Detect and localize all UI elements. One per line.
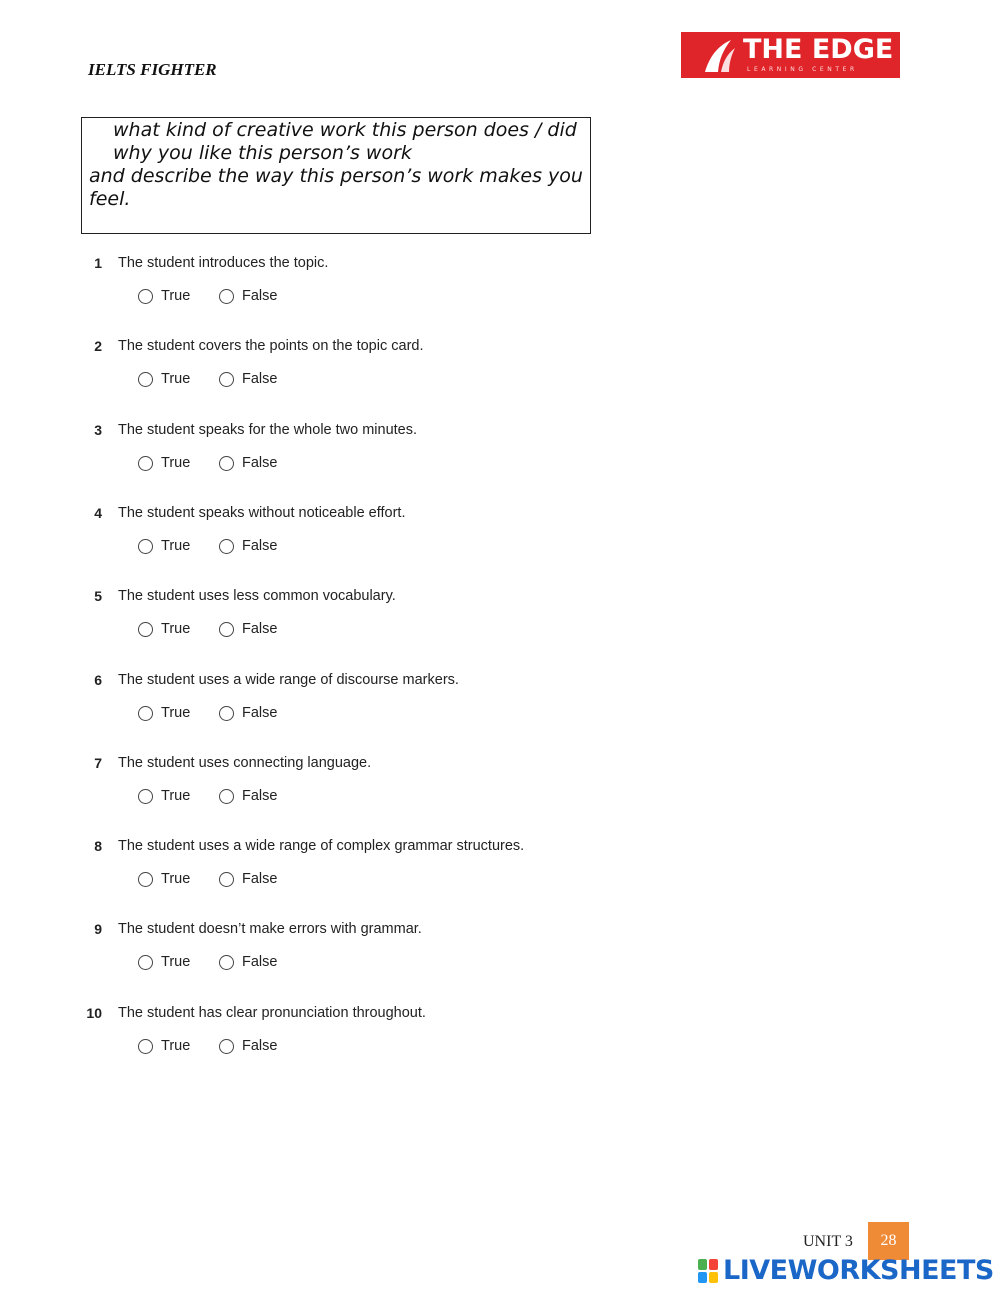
question-text: The student has clear pronunciation throughout. — [118, 1005, 426, 1021]
true-radio[interactable] — [138, 456, 153, 471]
true-radio[interactable] — [138, 1039, 153, 1054]
false-option[interactable] — [219, 788, 277, 804]
true-radio[interactable] — [138, 872, 153, 887]
false-option[interactable] — [219, 705, 277, 721]
question-text: The student introduces the topic. — [118, 255, 329, 271]
true-label: True — [161, 705, 191, 721]
true-label: True — [161, 788, 191, 804]
question-item — [84, 505, 644, 575]
true-option[interactable] — [138, 455, 190, 471]
sail-logo-icon — [701, 38, 741, 74]
question-item — [84, 1005, 644, 1075]
question-item — [84, 255, 644, 325]
question-text: The student speaks for the whole two minutes. — [118, 422, 418, 438]
true-radio[interactable] — [138, 539, 153, 554]
logo-sub-text: LEARNING CENTER — [747, 66, 858, 73]
question-item — [84, 755, 644, 825]
true-option[interactable] — [138, 788, 190, 804]
false-option[interactable] — [219, 954, 277, 970]
true-label: True — [161, 455, 191, 471]
false-label: False — [242, 621, 278, 637]
question-number: 7 — [94, 755, 102, 771]
true-option[interactable] — [138, 538, 190, 554]
false-radio[interactable] — [219, 789, 234, 804]
question-number: 3 — [94, 422, 102, 438]
question-item — [84, 921, 644, 991]
false-label: False — [242, 788, 278, 804]
false-radio[interactable] — [219, 372, 234, 387]
true-option[interactable] — [138, 1038, 190, 1054]
false-label: False — [242, 371, 278, 387]
false-option[interactable] — [219, 371, 277, 387]
false-radio[interactable] — [219, 1039, 234, 1054]
topic-line: and describe the way this person’s work makes you feel. — [89, 165, 583, 210]
false-label: False — [242, 538, 278, 554]
true-option[interactable] — [138, 871, 190, 887]
question-number: 10 — [86, 1005, 102, 1021]
true-option[interactable] — [138, 621, 190, 637]
question-number: 4 — [94, 505, 102, 521]
true-radio[interactable] — [138, 789, 153, 804]
true-label: True — [161, 288, 191, 304]
true-label: True — [161, 1038, 191, 1054]
question-text: The student speaks without noticeable effort. — [118, 505, 406, 521]
question-text: The student uses a wide range of discourse markers. — [118, 672, 459, 688]
question-item — [84, 672, 644, 742]
true-label: True — [161, 371, 191, 387]
true-radio[interactable] — [138, 372, 153, 387]
header-title: IELTS FIGHTER — [88, 60, 217, 79]
false-radio[interactable] — [219, 456, 234, 471]
true-radio[interactable] — [138, 955, 153, 970]
true-radio[interactable] — [138, 706, 153, 721]
question-item — [84, 338, 644, 408]
question-item — [84, 838, 644, 908]
true-label: True — [161, 954, 191, 970]
false-radio[interactable] — [219, 539, 234, 554]
topic-card — [81, 117, 591, 234]
false-radio[interactable] — [219, 872, 234, 887]
logo-brand-text: THE EDGE — [743, 34, 894, 65]
question-number: 8 — [94, 838, 102, 854]
question-text: The student uses connecting language. — [118, 755, 372, 771]
false-label: False — [242, 871, 278, 887]
false-label: False — [242, 705, 278, 721]
false-option[interactable] — [219, 455, 277, 471]
false-option[interactable] — [219, 1038, 277, 1054]
topic-line: why you like this person’s work — [113, 142, 412, 164]
liveworksheets-logo — [697, 1255, 994, 1286]
liveworksheets-icon — [697, 1258, 719, 1284]
false-option[interactable] — [219, 288, 277, 304]
question-number: 6 — [94, 672, 102, 688]
true-option[interactable] — [138, 705, 190, 721]
question-number: 1 — [94, 255, 102, 271]
true-label: True — [161, 871, 191, 887]
question-text: The student uses a wide range of complex grammar structures. — [118, 838, 525, 854]
topic-line: what kind of creative work this person does / did — [113, 119, 577, 141]
question-text: The student doesn’t make errors with grammar. — [118, 921, 422, 937]
unit-label: UNIT 3 — [803, 1233, 853, 1250]
false-radio[interactable] — [219, 706, 234, 721]
false-option[interactable] — [219, 621, 277, 637]
false-label: False — [242, 954, 278, 970]
false-radio[interactable] — [219, 955, 234, 970]
true-label: True — [161, 538, 191, 554]
page-number: 28 — [868, 1222, 909, 1260]
question-number: 2 — [94, 338, 102, 354]
question-text: The student covers the points on the topic card. — [118, 338, 424, 354]
question-number: 5 — [94, 588, 102, 604]
question-text: The student uses less common vocabulary. — [118, 588, 396, 604]
false-option[interactable] — [219, 871, 277, 887]
question-item — [84, 588, 644, 658]
false-radio[interactable] — [219, 289, 234, 304]
true-label: True — [161, 621, 191, 637]
true-radio[interactable] — [138, 622, 153, 637]
false-option[interactable] — [219, 538, 277, 554]
false-radio[interactable] — [219, 622, 234, 637]
true-option[interactable] — [138, 371, 190, 387]
false-label: False — [242, 455, 278, 471]
question-number: 9 — [94, 921, 102, 937]
true-radio[interactable] — [138, 289, 153, 304]
true-option[interactable] — [138, 288, 190, 304]
the-edge-logo — [681, 32, 900, 78]
true-option[interactable] — [138, 954, 190, 970]
question-item — [84, 422, 644, 492]
liveworksheets-text: LIVEWORKSHEETS — [723, 1255, 994, 1286]
false-label: False — [242, 288, 278, 304]
false-label: False — [242, 1038, 278, 1054]
